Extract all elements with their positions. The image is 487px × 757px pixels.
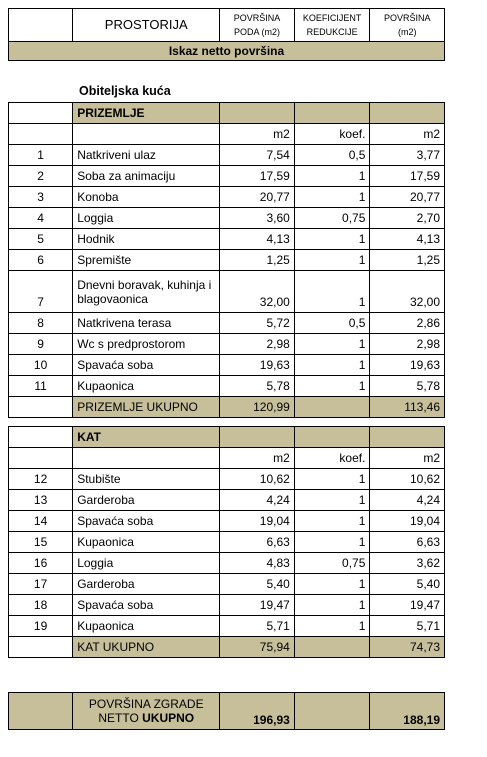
section-total-area: 120,99	[220, 397, 295, 418]
row-number: 13	[9, 490, 73, 511]
house-title: Obiteljska kuća	[79, 84, 171, 98]
room-area: 5,71	[220, 616, 295, 637]
unit-m2: m2	[370, 124, 445, 145]
section-total-area: 75,94	[220, 637, 295, 658]
table-row	[9, 574, 445, 595]
room-name: Konoba	[73, 187, 220, 208]
room-net-area: 5,78	[370, 376, 445, 397]
row-number: 14	[9, 511, 73, 532]
room-coefficient: 1	[294, 334, 370, 355]
room-coefficient: 1	[294, 595, 370, 616]
room-coefficient: 1	[294, 490, 370, 511]
section-total-net: 113,46	[370, 397, 445, 418]
table-row	[9, 271, 445, 313]
header-povrsina: POVRŠINA (m2)	[370, 9, 445, 42]
table-row	[9, 229, 445, 250]
room-coefficient: 0,5	[294, 313, 370, 334]
unit-m2: m2	[220, 124, 295, 145]
room-coefficient: 1	[294, 532, 370, 553]
room-name: Natkriveni ulaz	[73, 145, 220, 166]
unit-m2: m2	[370, 448, 445, 469]
room-name: Garderoba	[73, 574, 220, 595]
room-name: Natkrivena terasa	[73, 313, 220, 334]
row-number: 12	[9, 469, 73, 490]
row-number: 4	[9, 208, 73, 229]
room-net-area: 32,00	[370, 271, 445, 313]
room-area: 2,98	[220, 334, 295, 355]
section-title: KAT	[73, 427, 220, 448]
room-net-area: 19,47	[370, 595, 445, 616]
table-row	[9, 187, 445, 208]
banner-netto: Iskaz netto površina	[9, 42, 445, 61]
room-coefficient: 0,75	[294, 208, 370, 229]
room-name: Kupaonica	[73, 616, 220, 637]
row-number: 5	[9, 229, 73, 250]
row-number: 17	[9, 574, 73, 595]
room-area: 17,59	[220, 166, 295, 187]
table-row	[9, 469, 445, 490]
room-coefficient: 0,75	[294, 553, 370, 574]
kat-table	[8, 426, 445, 658]
room-area: 19,63	[220, 355, 295, 376]
table-row	[9, 490, 445, 511]
table-row	[9, 334, 445, 355]
room-coefficient: 1	[294, 469, 370, 490]
row-number: 11	[9, 376, 73, 397]
room-coefficient: 1	[294, 250, 370, 271]
room-name: Dnevni boravak, kuhinja i blagovaonica	[73, 271, 220, 313]
row-number: 6	[9, 250, 73, 271]
room-area: 19,04	[220, 511, 295, 532]
room-coefficient: 1	[294, 376, 370, 397]
unit-koef: koef.	[294, 448, 370, 469]
room-name: Stubište	[73, 469, 220, 490]
table-row	[9, 166, 445, 187]
room-net-area: 5,71	[370, 616, 445, 637]
room-area: 19,47	[220, 595, 295, 616]
section-total-label: PRIZEMLJE UKUPNO	[73, 397, 220, 418]
table-row	[9, 616, 445, 637]
room-net-area: 6,63	[370, 532, 445, 553]
row-number: 3	[9, 187, 73, 208]
room-area: 32,00	[220, 271, 295, 313]
room-net-area: 19,04	[370, 511, 445, 532]
grand-total-area: 196,93	[220, 693, 295, 730]
room-name: Spremište	[73, 250, 220, 271]
room-coefficient: 1	[294, 574, 370, 595]
row-number: 15	[9, 532, 73, 553]
section-total-label: KAT UKUPNO	[73, 637, 220, 658]
row-number: 7	[9, 271, 73, 313]
room-net-area: 2,70	[370, 208, 445, 229]
table-row	[9, 553, 445, 574]
room-net-area: 2,86	[370, 313, 445, 334]
row-number: 1	[9, 145, 73, 166]
header-koeficijent: KOEFICIJENT REDUKCIJE	[294, 9, 370, 42]
room-name: Wc s predprostorom	[73, 334, 220, 355]
room-net-area: 17,59	[370, 166, 445, 187]
room-net-area: 2,98	[370, 334, 445, 355]
row-number: 8	[9, 313, 73, 334]
room-area: 7,54	[220, 145, 295, 166]
room-coefficient: 1	[294, 229, 370, 250]
room-area: 5,78	[220, 376, 295, 397]
table-row	[9, 595, 445, 616]
table-row	[9, 208, 445, 229]
room-coefficient: 1	[294, 166, 370, 187]
room-net-area: 1,25	[370, 250, 445, 271]
room-area: 20,77	[220, 187, 295, 208]
room-coefficient: 1	[294, 511, 370, 532]
row-number: 2	[9, 166, 73, 187]
table-row	[9, 145, 445, 166]
room-name: Garderoba	[73, 490, 220, 511]
section-title: PRIZEMLJE	[73, 103, 220, 124]
room-area: 1,25	[220, 250, 295, 271]
grand-total-label: POVRŠINA ZGRADE NETTO UKUPNO	[73, 693, 220, 730]
row-number: 19	[9, 616, 73, 637]
unit-koef: koef.	[294, 124, 370, 145]
room-area: 4,13	[220, 229, 295, 250]
room-area: 6,63	[220, 532, 295, 553]
room-coefficient: 0,5	[294, 145, 370, 166]
room-coefficient: 1	[294, 187, 370, 208]
header-prostorija: PROSTORIJA	[73, 9, 220, 42]
row-number: 10	[9, 355, 73, 376]
table-row	[9, 532, 445, 553]
room-coefficient: 1	[294, 355, 370, 376]
section-total-net: 74,73	[370, 637, 445, 658]
room-name: Spavaća soba	[73, 595, 220, 616]
unit-m2: m2	[220, 448, 295, 469]
room-name: Loggia	[73, 553, 220, 574]
room-net-area: 20,77	[370, 187, 445, 208]
room-net-area: 3,62	[370, 553, 445, 574]
room-name: Spavaća soba	[73, 355, 220, 376]
room-coefficient: 1	[294, 271, 370, 313]
prizemlje-table	[8, 102, 445, 418]
room-name: Kupaonica	[73, 532, 220, 553]
room-name: Soba za animaciju	[73, 166, 220, 187]
header-table	[8, 8, 445, 61]
room-area: 10,62	[220, 469, 295, 490]
table-row	[9, 313, 445, 334]
header-povrsina-poda: POVRŠINA PODA (m2)	[220, 9, 295, 42]
room-area: 3,60	[220, 208, 295, 229]
row-number: 16	[9, 553, 73, 574]
room-net-area: 5,40	[370, 574, 445, 595]
room-name: Hodnik	[73, 229, 220, 250]
room-net-area: 4,13	[370, 229, 445, 250]
room-area: 5,40	[220, 574, 295, 595]
room-coefficient: 1	[294, 616, 370, 637]
grand-total-net: 188,19	[370, 693, 445, 730]
grand-total-table	[8, 692, 445, 730]
room-net-area: 4,24	[370, 490, 445, 511]
room-area: 4,24	[220, 490, 295, 511]
table-row	[9, 376, 445, 397]
table-row	[9, 250, 445, 271]
room-net-area: 10,62	[370, 469, 445, 490]
table-row	[9, 355, 445, 376]
room-name: Spavaća soba	[73, 511, 220, 532]
room-name: Kupaonica	[73, 376, 220, 397]
room-net-area: 19,63	[370, 355, 445, 376]
row-number: 18	[9, 595, 73, 616]
room-net-area: 3,77	[370, 145, 445, 166]
room-name: Loggia	[73, 208, 220, 229]
room-area: 5,72	[220, 313, 295, 334]
room-area: 4,83	[220, 553, 295, 574]
row-number: 9	[9, 334, 73, 355]
table-row	[9, 511, 445, 532]
